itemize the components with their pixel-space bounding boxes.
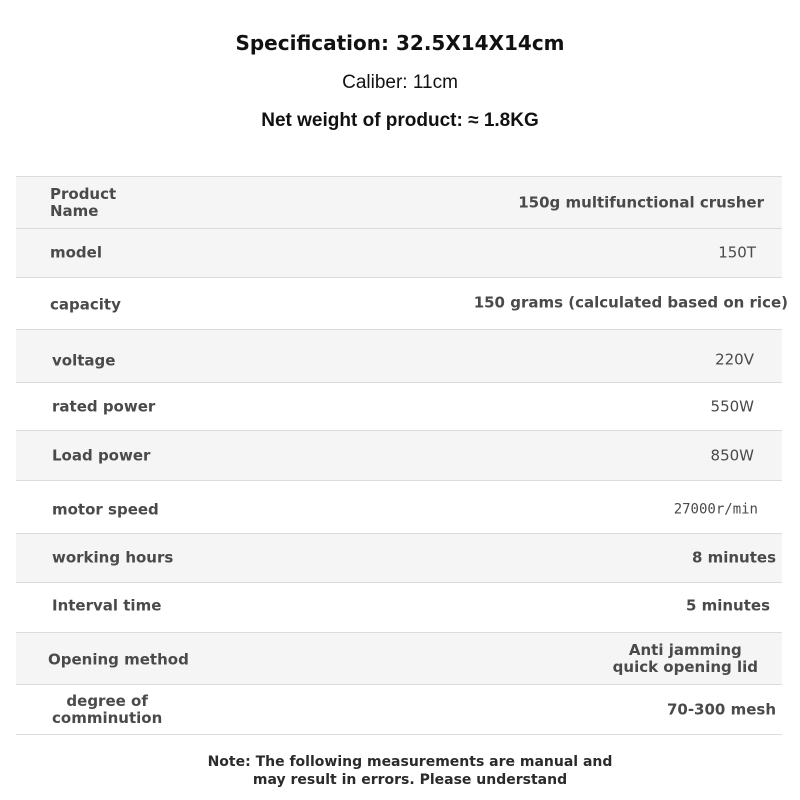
caliber-text: Caliber: 11cm [342,72,458,93]
spec-value: 5 minutes [685,596,770,615]
spec-label: Interval time [52,596,162,615]
spec-row-model [16,229,782,278]
spec-row-interval-time [16,583,782,633]
spec-label: voltage [52,351,116,370]
spec-row-product-name [16,177,782,229]
specification-heading: Specification: 32.5X14X14cm [235,31,565,55]
spec-value: 70-300 mesh [666,700,776,718]
spec-value: Anti jamming quick opening lid [612,640,758,676]
spec-label: degree of comminution [52,691,163,727]
spec-value: 220V [715,350,754,369]
spec-row-load-power [16,431,782,481]
spec-row-motor-speed [16,481,782,534]
spec-row-opening-method [16,633,782,685]
spec-value: 27000r/min [673,501,758,518]
spec-row-voltage [16,330,782,383]
net-weight-text: Net weight of product: ≈ 1.8KG [261,110,539,131]
spec-value: 150T [718,243,756,262]
spec-label: model [50,243,102,262]
spec-value: 850W [710,446,754,464]
spec-value: 8 minutes [691,548,776,567]
spec-value: 150 grams (calculated based on rice) [473,293,788,312]
spec-label: capacity [50,295,121,314]
spec-value: 550W [710,397,754,415]
spec-label: motor speed [52,500,159,519]
spec-label: Opening method [48,650,189,669]
spec-label: Load power [52,446,151,464]
spec-row-capacity [16,278,788,330]
measurement-note: Note: The following measurements are manual and may result in errors. Please understand [207,754,613,788]
spec-label: rated power [52,397,156,415]
spec-row-rated-power [16,383,782,431]
spec-table [16,176,788,735]
spec-value: 150g multifunctional crusher [518,193,764,212]
spec-row-degree-of-comminution [16,685,782,735]
spec-label: working hours [52,548,174,567]
spec-label: Product Name [50,184,117,220]
spec-row-working-hours [16,534,782,583]
